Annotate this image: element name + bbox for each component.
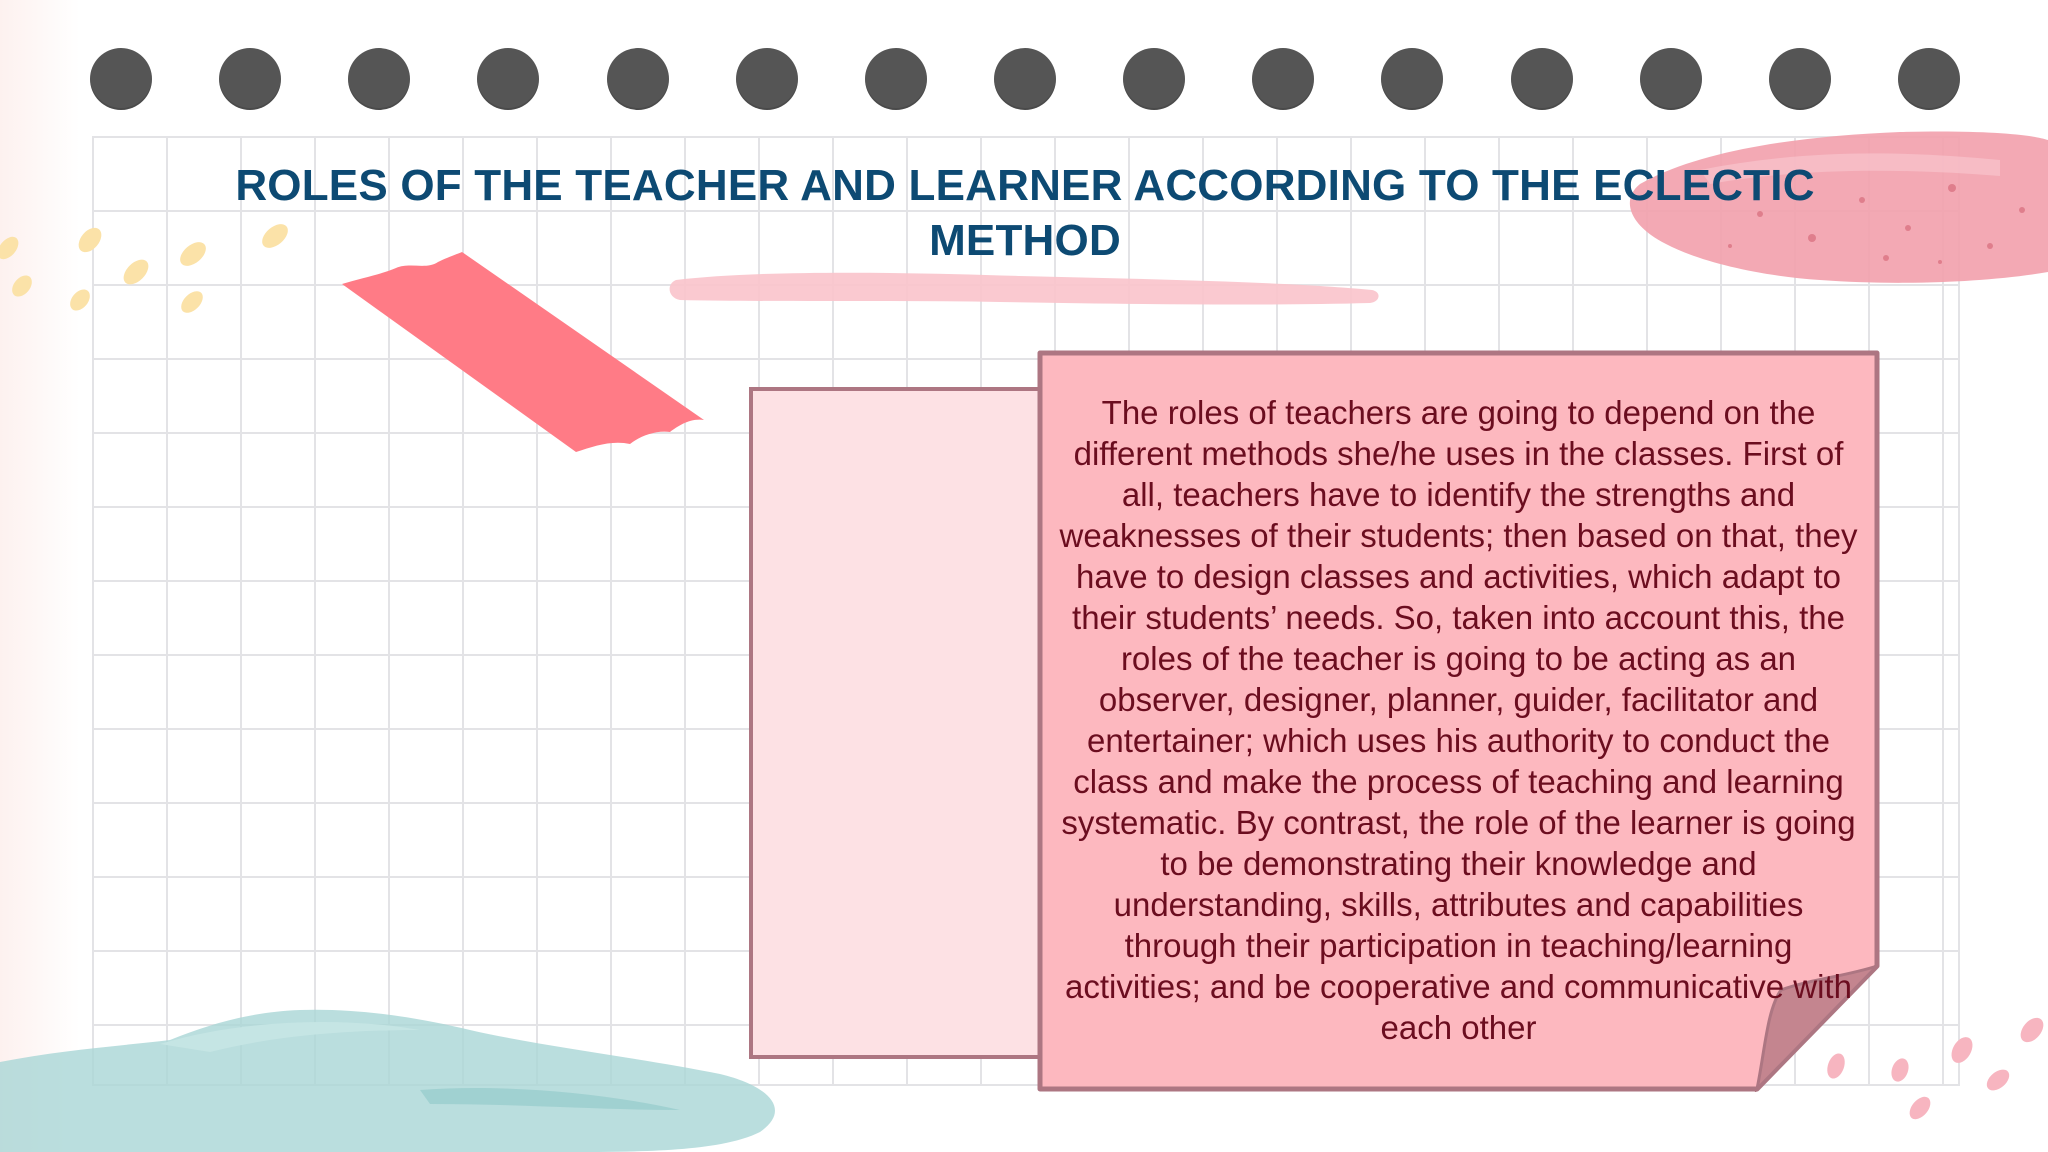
- back-note-card: [749, 387, 1057, 1059]
- body-text: The roles of teachers are going to depend on the different methods she/he uses in the classes. First of all, teachers have to identify the strengths and weaknesses of their students; then based on that, they have to design classes and activities, which adapt to their students’ needs. So, taken into account this, the roles of the teacher is going to be acting as an observer, designer, planner, guider, facilitator and entertainer; which uses his authority to conduct the class and make the process of teaching and learning systematic. By contrast, the role of the learner is going to be demonstrating their knowledge and understanding, skills, attributes and capabilities through their participation in teaching/learning activities; and be cooperative and communicative with each other: [1059, 394, 1858, 1046]
- washi-tape-icon: [342, 252, 704, 452]
- paint-stroke-icon: [670, 273, 1379, 305]
- sticky-note-card: [1037, 350, 1880, 1092]
- slide-title: ROLES OF THE TEACHER AND LEARNER ACCORDING TO THE ECLECTIC METHOD: [235, 161, 1815, 265]
- watercolor-splash-icon: [0, 1010, 775, 1152]
